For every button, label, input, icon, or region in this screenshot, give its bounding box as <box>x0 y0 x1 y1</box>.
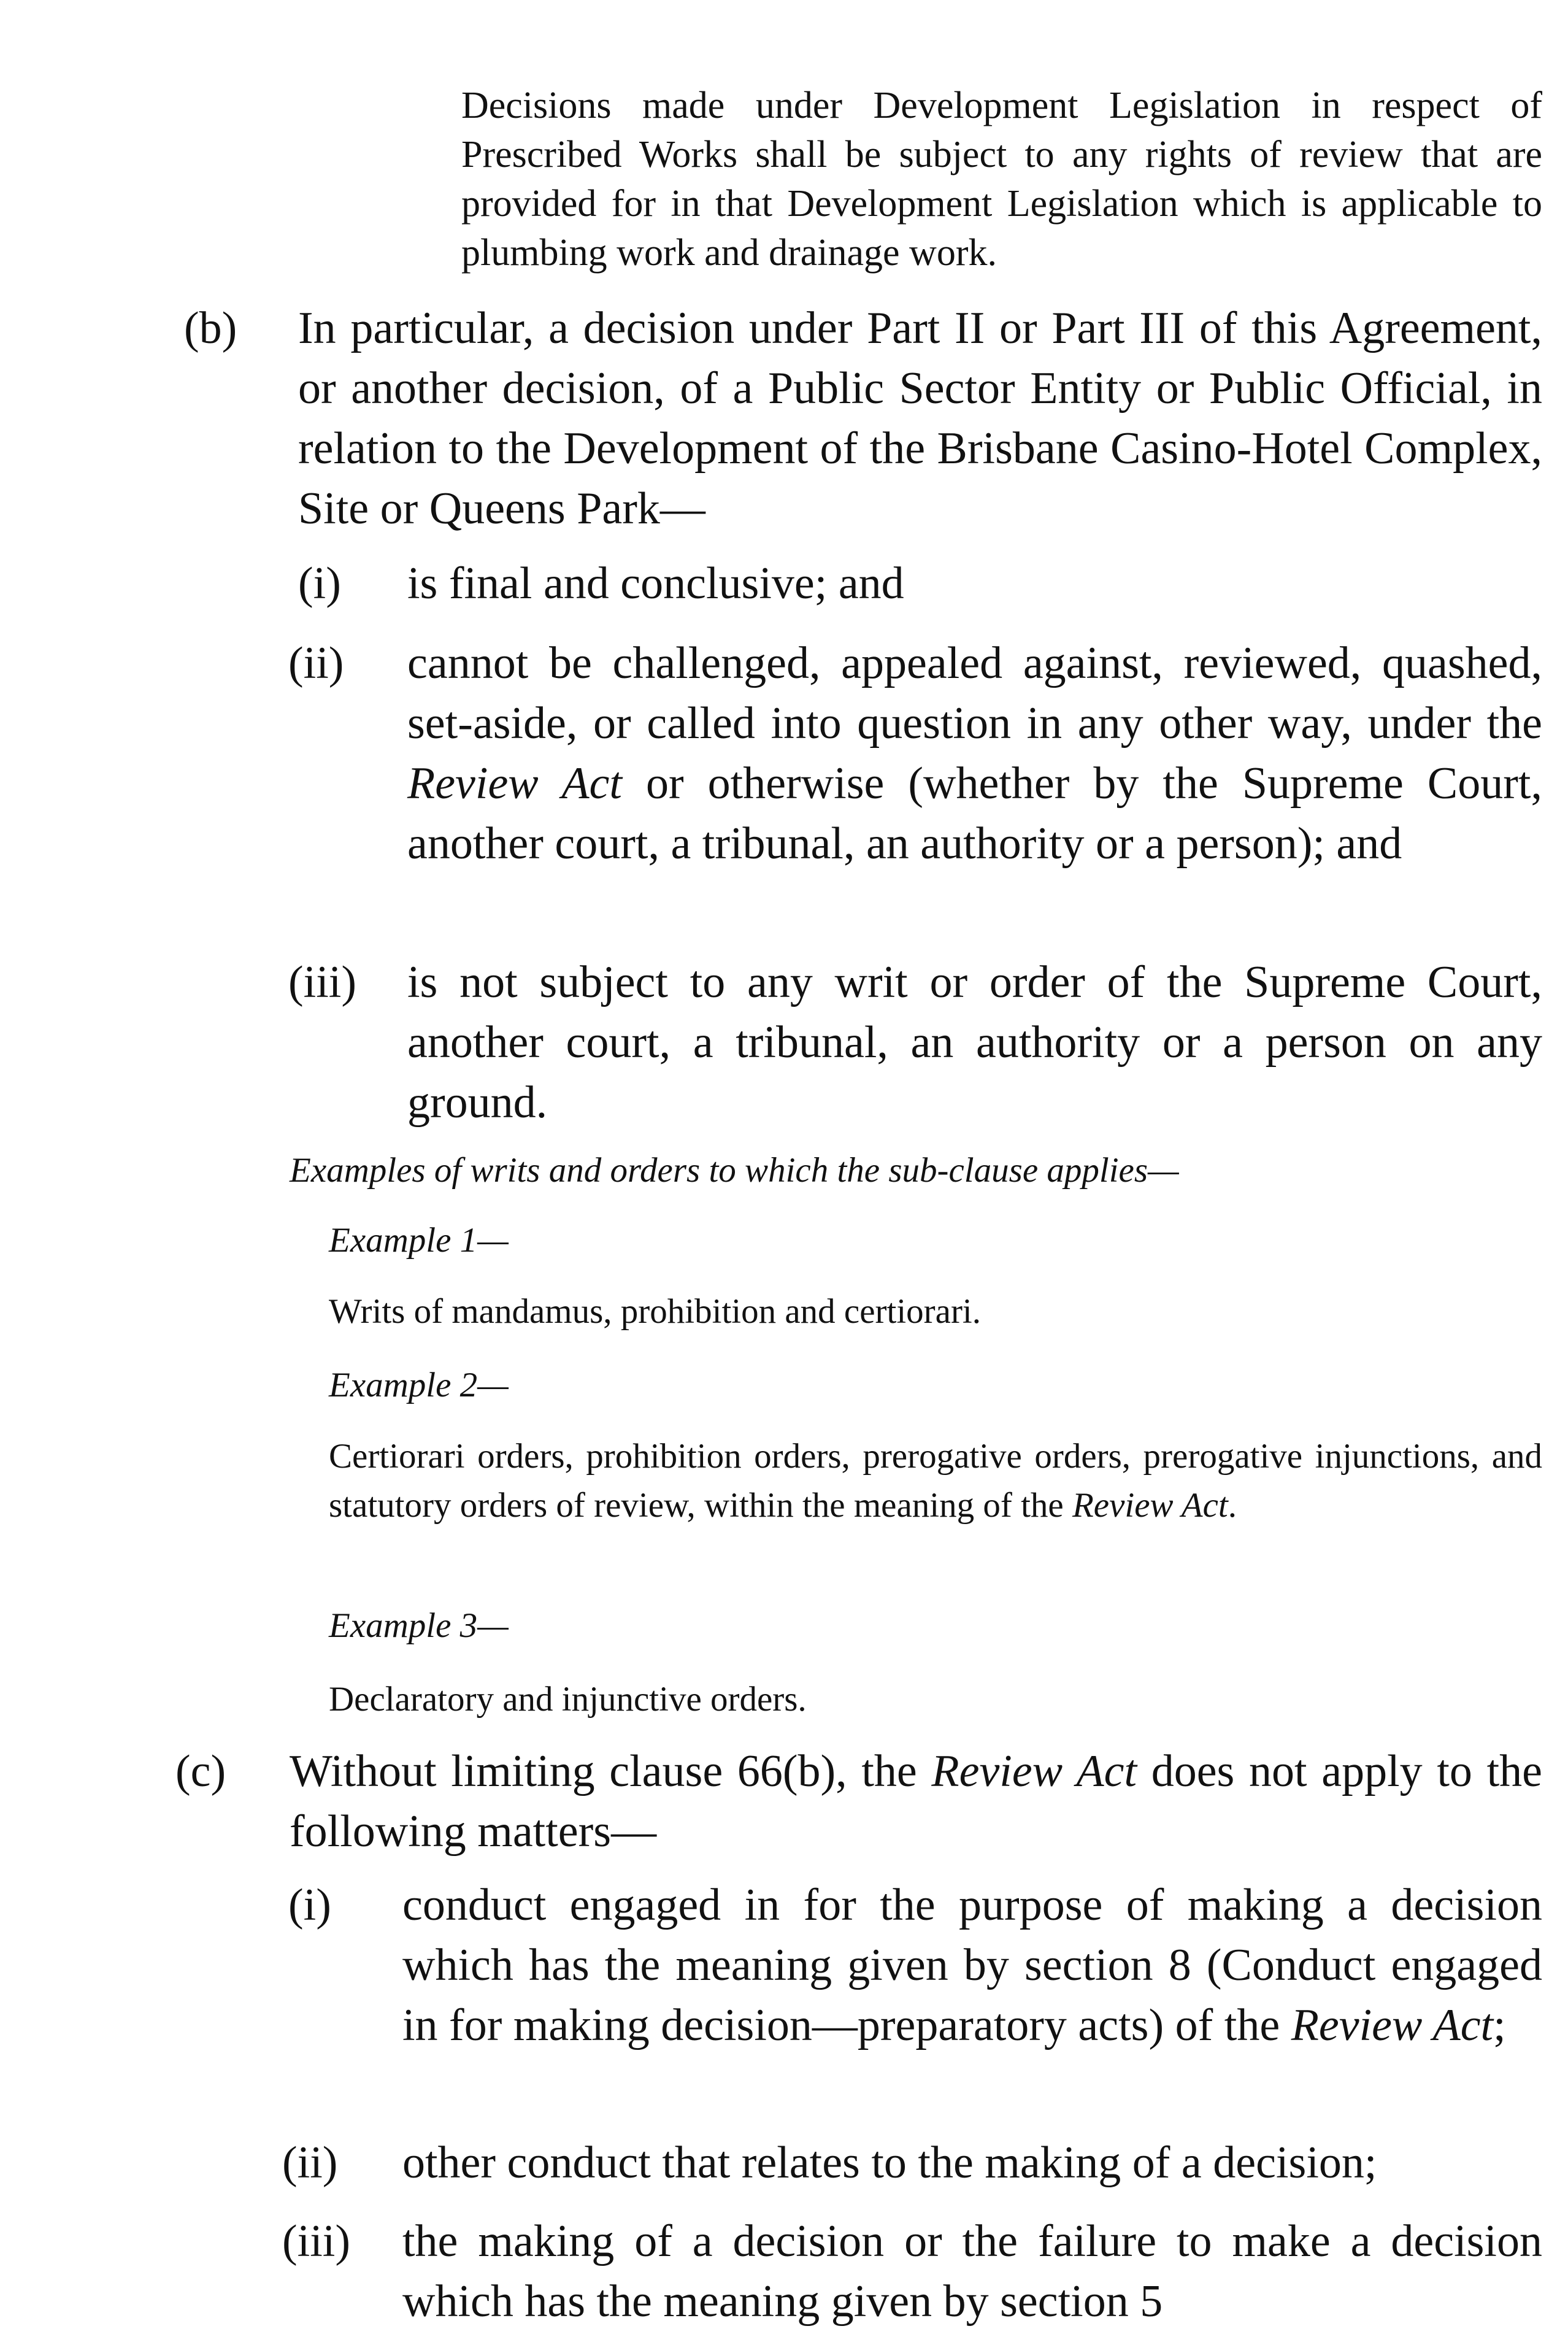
examples-heading: Examples of writs and orders to which the sub-clause applies— <box>290 1151 1179 1190</box>
clause-c-item-i-text: conduct engaged in for the purpose of making a decision which has the meaning given by section 8 (Conduct engaged in for making decision—preparatory acts) of the Review Act; <box>402 1880 1542 2050</box>
clause-c-item-i-label: (i) <box>288 1880 331 1930</box>
clause-b-item-i-label: (i) <box>298 558 341 609</box>
example-1-title: Example 1— <box>329 1221 509 1260</box>
clause-c-item-iii-label: (iii) <box>282 2216 350 2266</box>
intro-note: Decisions made under Development Legislation in respect of Prescribed Works shall be subject to any rights of review that are provided for in that Development Legislation which is applicable to plumbing work and drainage work. <box>461 85 1542 274</box>
clause-b-text: In particular, a decision under Part II or Part III of this Agreement, or another decision, of a Public Sector Entity or Public Official, in relation to the Development of the Brisbane Casino-Hotel Complex, Site or Queens Park— <box>298 303 1542 534</box>
clause-c-label: (c) <box>175 1746 226 1796</box>
example-3-text: Declaratory and injunctive orders. <box>329 1680 807 1719</box>
example-2-title: Example 2— <box>329 1366 509 1404</box>
example-2-text: Certiorari orders, prohibition orders, prerogative orders, prerogative injunctions, and statutory orders of review, within the meaning of the Review Act. <box>329 1437 1542 1525</box>
clause-b-item-ii-label: (ii) <box>288 638 344 688</box>
clause-c-item-iii-text: the making of a decision or the failure to make a decision which has the meaning given by section 5 <box>402 2216 1542 2327</box>
clause-c-item-ii-label: (ii) <box>282 2138 338 2188</box>
clause-c-item-ii-text: other conduct that relates to the making of a decision; <box>402 2138 1377 2188</box>
clause-b-item-iii-text: is not subject to any writ or order of the Supreme Court, another court, a tribunal, an authority or a person on any ground. <box>407 957 1542 1128</box>
clause-c-text: Without limiting clause 66(b), the Review Act does not apply to the following matters— <box>290 1746 1542 1857</box>
clause-b-item-ii-text: cannot be challenged, appealed against, reviewed, quashed, set-aside, or called into question in any other way, under the Review Act or otherwise (whether by the Supreme Court, another court, a tribunal, an authority or a person); and <box>407 638 1542 869</box>
example-3-title: Example 3— <box>329 1606 509 1645</box>
clause-b-item-iii-label: (iii) <box>288 957 356 1007</box>
clause-b-item-i-text: is final and conclusive; and <box>407 558 904 609</box>
example-1-text: Writs of mandamus, prohibition and certiorari. <box>329 1292 982 1331</box>
clause-b-label: (b) <box>184 303 237 353</box>
